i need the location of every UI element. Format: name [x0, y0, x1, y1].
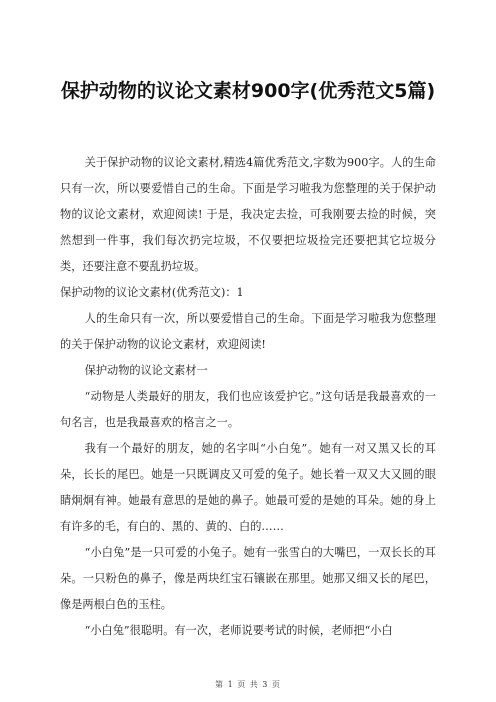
- document-title: 保护动物的议论文素材900字(优秀范文5篇): [60, 80, 436, 102]
- page-footer: 第 1 页 共 3 页: [215, 680, 281, 689]
- paragraph: “动物是人类最好的朋友，我们也应该爱护它。”这句话是我最喜欢的一句名言，也是我最喜欢的格言之一。: [60, 390, 436, 429]
- paragraph: 关于保护动物的议论文素材,精选4篇优秀范文,字数为900字。人的生命只有一次，所以要爱惜自己的生命。下面是学习啦我为您整理的关于保护动物的议论文素材，欢迎阅读! 于是，我决定去捡，可我刚要去捡的时候，突然想到一件事，我们每次扔完垃圾，不仅要把垃圾捡完还要把其它垃圾分类，还要注意不要乱扔垃圾。: [60, 156, 436, 273]
- paragraph: 人的生命只有一次，所以要爱惜自己的生命。下面是学习啦我为您整理的关于保护动物的议论文素材，欢迎阅读!: [60, 312, 436, 351]
- paragraph: 我有一个最好的朋友，她的名字叫“小白兔”。她有一对又黑又长的耳朵，长长的尾巴。她是一只既调皮又可爱的兔子。她长着一双又大又圆的眼睛炯炯有神。她最有意思的是她的鼻子。她最可爱的是她的耳朵。她的身上有许多的毛，有白的、黑的、黄的、白的……: [60, 442, 436, 533]
- paragraph: “小白兔”是一只可爱的小兔子。她有一张雪白的大嘴巴，一双长长的耳朵。一只粉色的鼻子，像是两块红宝石镶嵌在那里。她那又细又长的尾巴，像是两根白色的玉柱。: [60, 546, 436, 611]
- paragraph: “小白兔”很聪明。有一次，老师说要考试的时候，老师把“小白: [84, 624, 393, 637]
- subsection-heading: 保护动物的议论文素材一: [84, 364, 208, 377]
- document-body: [60, 150, 436, 644]
- section-heading: 保护动物的议论文素材(优秀范文)：1: [60, 286, 244, 299]
